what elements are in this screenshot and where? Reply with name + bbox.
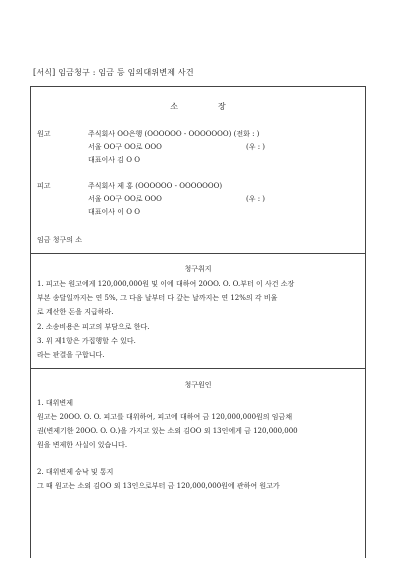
complaint-document	[30, 86, 366, 558]
section-2-line: 그 때 원고는 소외 김OO 외 13인으로부터 금 120,000,000원에 관하여 원고가	[37, 482, 280, 490]
claim-purpose-line: 라는 판결을 구합니다.	[37, 351, 105, 359]
section-divider	[31, 253, 365, 254]
plaintiff-representative: 대표이사 김 O O	[88, 156, 140, 164]
section-1-line: 원고는 20OO. O. O. 피고를 대위하여, 피고에 대하여 금 120,000,000원의 임금채	[37, 413, 293, 421]
document-title	[31, 101, 365, 112]
defendant-address: 서울 OO구 OO로 OOO	[88, 195, 162, 203]
plaintiff-zip: (우 : )	[246, 143, 266, 151]
defendant-zip: (우 : )	[246, 195, 266, 203]
section-2-title: 2. 대위변제 승낙 및 통지	[37, 468, 114, 476]
section-1-title: 1. 대위변제	[37, 399, 73, 407]
claim-purpose-line: 1. 피고는 원고에게 120,000,000원 및 이에 대하여 20OO. O. O.부터 이 사건 소장	[37, 280, 295, 288]
defendant-label: 피고	[37, 182, 51, 190]
section-divider	[31, 368, 365, 369]
defendant-representative: 대표이사 이 O O	[88, 208, 140, 216]
case-name: 임금 청구의 소	[37, 236, 83, 244]
section-1-line: 원을 변제한 사실이 있습니다.	[37, 441, 128, 449]
claim-purpose-line: 로 계산한 돈을 지급하라.	[37, 308, 114, 316]
defendant-company: 주식회사 제 홍 (OOOOOO - OOOOOOO)	[88, 182, 223, 190]
plaintiff-address: 서울 OO구 OO로 OOO	[88, 143, 162, 151]
title-char-1: 소	[170, 102, 178, 111]
claim-purpose-heading: 청구취지	[184, 265, 212, 273]
plaintiff-label: 원고	[37, 130, 51, 138]
claim-purpose-line: 3. 위 제1항은 가집행할 수 있다.	[37, 337, 136, 345]
claim-purpose-line: 2. 소송비용은 피고의 부담으로 한다.	[37, 323, 150, 331]
plaintiff-company: 주식회사 OO은행 (OOOOOO - OOOOOOO) (전화 : )	[88, 130, 260, 138]
form-caption: [서식] 임금청구 : 임금 등 임의대위변제 사건	[33, 68, 194, 77]
claim-cause-heading: 청구원인	[184, 381, 212, 389]
section-1-line: 권(변제기한 20OO. O. O.)을 가지고 있는 소외 김OO 외 13인에게 금 120,000,000	[37, 427, 298, 435]
title-char-2: 장	[218, 102, 226, 111]
claim-purpose-line: 부본 송달일까지는 연 5%, 그 다음 날부터 다 갚는 날까지는 연 12%의 각 비율	[37, 294, 278, 302]
